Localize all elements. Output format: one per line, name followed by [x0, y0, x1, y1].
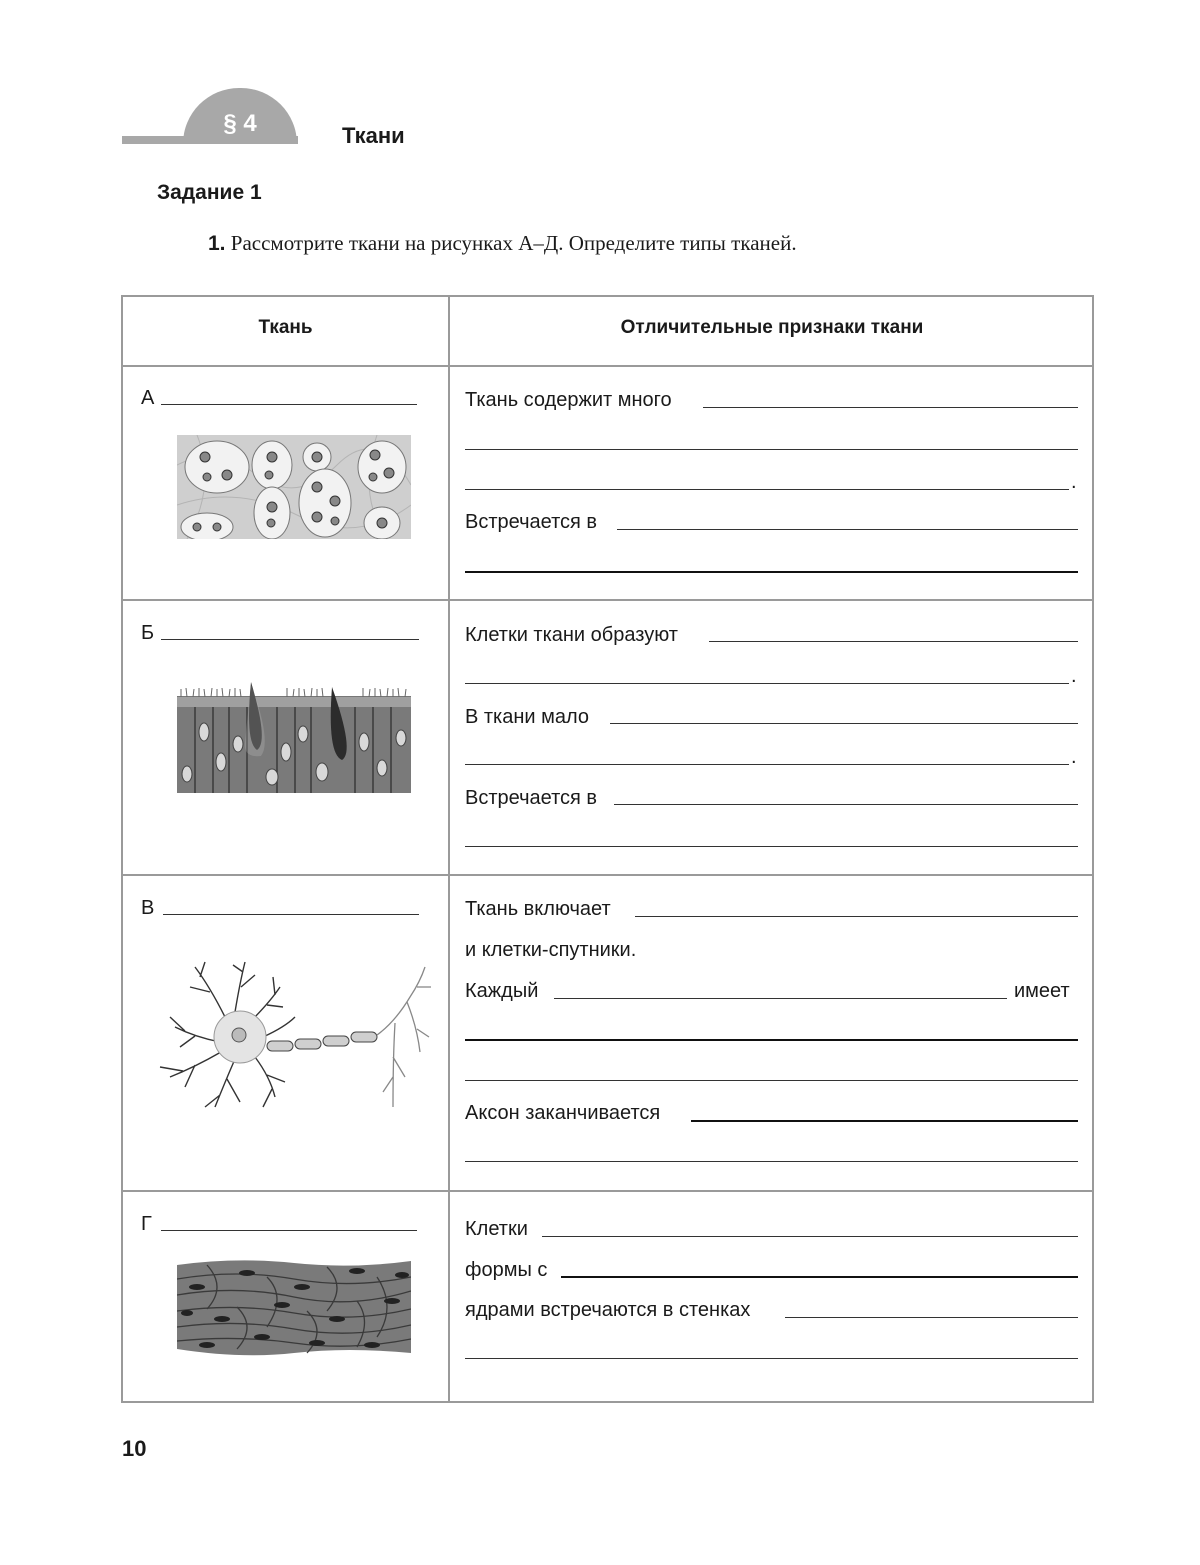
feature-text: Встречается в	[465, 787, 598, 809]
feature-text: Каждый	[465, 980, 539, 1002]
answer-line[interactable]	[614, 804, 1078, 805]
row-letter: Г	[141, 1213, 152, 1235]
feature-text: Клетки	[465, 1218, 528, 1240]
feature-text: формы с	[465, 1259, 548, 1281]
answer-line[interactable]	[709, 641, 1078, 642]
section-number: § 4	[223, 110, 257, 137]
column-header-features: Отличительные признаки ткани	[620, 317, 924, 338]
feature-text: Клетки ткани образуют	[465, 624, 678, 646]
answer-line[interactable]	[161, 1230, 417, 1231]
answer-line[interactable]	[465, 1358, 1078, 1359]
answer-line[interactable]	[554, 998, 1007, 999]
answer-line[interactable]	[465, 1080, 1078, 1081]
answer-line[interactable]	[465, 489, 1069, 490]
answer-line[interactable]	[161, 639, 419, 640]
answer-line[interactable]	[617, 529, 1078, 530]
answer-line[interactable]	[703, 407, 1078, 408]
feature-text: Ткань содержит много	[465, 389, 672, 411]
period-mark: .	[1071, 471, 1077, 493]
neuron-illustration	[155, 957, 435, 1117]
feature-text: и клетки-спутники.	[465, 939, 637, 961]
feature-text: Ткань включает	[465, 898, 611, 920]
period-mark: .	[1071, 746, 1077, 768]
answer-line[interactable]	[465, 1161, 1078, 1162]
answer-line[interactable]	[465, 683, 1069, 684]
answer-line[interactable]	[785, 1317, 1078, 1318]
feature-text: ядрами встречаются в стенках	[465, 1299, 751, 1321]
row-letter: В	[141, 897, 155, 919]
answer-line[interactable]	[610, 723, 1078, 724]
feature-text: Аксон заканчивается	[465, 1102, 661, 1124]
row-divider	[123, 599, 1092, 601]
answer-line[interactable]	[163, 914, 419, 915]
epithelial-tissue-illustration	[177, 682, 411, 802]
answer-line[interactable]	[161, 404, 417, 405]
task-title: Задание 1	[157, 181, 262, 204]
answer-line[interactable]	[561, 1276, 1078, 1278]
row-letter: А	[141, 387, 155, 409]
smooth-muscle-tissue-illustration	[177, 1257, 411, 1357]
answer-line[interactable]	[635, 916, 1078, 917]
answer-line[interactable]	[465, 1039, 1078, 1041]
answer-line[interactable]	[542, 1236, 1078, 1237]
period-mark: .	[1071, 665, 1077, 687]
answer-line[interactable]	[465, 846, 1078, 847]
feature-text: Встречается в	[465, 511, 598, 533]
task-number: 1.	[208, 232, 226, 255]
tissue-table	[121, 295, 1094, 1403]
answer-line[interactable]	[465, 571, 1078, 573]
column-header-tissue: Ткань	[258, 317, 313, 338]
feature-text: имеет	[1014, 980, 1070, 1002]
cartilage-tissue-illustration	[177, 435, 411, 539]
page-number: 10	[122, 1436, 147, 1461]
task-instruction	[208, 231, 797, 256]
section-title: Ткани	[342, 123, 405, 148]
answer-line[interactable]	[465, 764, 1069, 765]
row-divider	[123, 365, 1092, 367]
answer-line[interactable]	[691, 1120, 1078, 1122]
row-letter: Б	[141, 622, 155, 644]
column-divider	[448, 297, 450, 1401]
answer-line[interactable]	[465, 449, 1078, 450]
feature-text: В ткани мало	[465, 706, 590, 728]
row-divider	[123, 874, 1092, 876]
row-divider	[123, 1190, 1092, 1192]
task-text: Рассмотрите ткани на рисунках А–Д. Определите типы тканей.	[230, 231, 797, 255]
